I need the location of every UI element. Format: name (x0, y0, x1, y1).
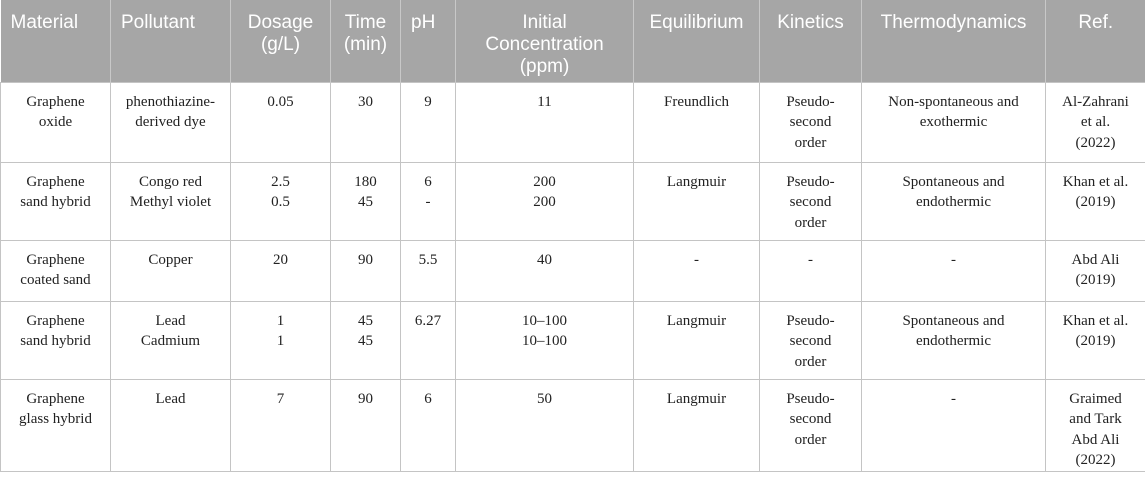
cell-thermodynamics: Non-spontaneous and exothermic (862, 82, 1046, 162)
header-time: Time (min) (331, 0, 401, 82)
cell-concentration: 11 (456, 82, 634, 162)
cell-pollutant: Lead Cadmium (111, 301, 231, 379)
cell-material: Graphene sand hybrid (1, 162, 111, 240)
cell-ph: 6 - (401, 162, 456, 240)
cell-thermodynamics: Spontaneous and endothermic (862, 162, 1046, 240)
cell-pollutant: phenothiazine- derived dye (111, 82, 231, 162)
cell-dosage: 7 (231, 379, 331, 471)
header-ref: Ref. (1046, 0, 1145, 82)
cell-ph: 9 (401, 82, 456, 162)
cell-kinetics: Pseudo- second order (760, 301, 862, 379)
cell-dosage: 2.5 0.5 (231, 162, 331, 240)
table-row (1, 301, 1145, 379)
cell-ref: Al-Zahrani et al. (2022) (1046, 82, 1145, 162)
cell-thermodynamics: - (862, 379, 1046, 471)
cell-equilibrium: - (634, 240, 760, 301)
header-pollutant: Pollutant (111, 0, 231, 82)
cell-equilibrium: Langmuir (634, 162, 760, 240)
cell-thermodynamics: Spontaneous and endothermic (862, 301, 1046, 379)
cell-ref: Graimed and Tark Abd Ali (2022) (1046, 379, 1145, 471)
cell-dosage: 20 (231, 240, 331, 301)
cell-material: Graphene coated sand (1, 240, 111, 301)
cell-thermodynamics: - (862, 240, 1046, 301)
cell-ref: Khan et al. (2019) (1046, 162, 1145, 240)
cell-dosage: 1 1 (231, 301, 331, 379)
cell-ph: 6 (401, 379, 456, 471)
cell-concentration: 10–100 10–100 (456, 301, 634, 379)
cell-concentration: 200 200 (456, 162, 634, 240)
cell-time: 45 45 (331, 301, 401, 379)
cell-concentration: 40 (456, 240, 634, 301)
cell-kinetics: Pseudo- second order (760, 379, 862, 471)
header-row (1, 0, 1145, 82)
cell-kinetics: Pseudo- second order (760, 82, 862, 162)
header-ph: pH (401, 0, 456, 82)
table-row (1, 379, 1145, 471)
cell-ref: Khan et al. (2019) (1046, 301, 1145, 379)
table-row (1, 82, 1145, 162)
cell-dosage: 0.05 (231, 82, 331, 162)
cell-concentration: 50 (456, 379, 634, 471)
cell-pollutant: Lead (111, 379, 231, 471)
cell-material: Graphene oxide (1, 82, 111, 162)
cell-time: 90 (331, 379, 401, 471)
header-initial-concentration: Initial Concentration (ppm) (456, 0, 634, 82)
cell-equilibrium: Langmuir (634, 301, 760, 379)
cell-kinetics: - (760, 240, 862, 301)
header-material: Material (1, 0, 111, 82)
cell-equilibrium: Langmuir (634, 379, 760, 471)
cell-ph: 5.5 (401, 240, 456, 301)
cell-material: Graphene sand hybrid (1, 301, 111, 379)
table-row (1, 162, 1145, 240)
cell-kinetics: Pseudo- second order (760, 162, 862, 240)
header-equilibrium: Equilibrium (634, 0, 760, 82)
cell-ph: 6.27 (401, 301, 456, 379)
header-kinetics: Kinetics (760, 0, 862, 82)
cell-pollutant: Congo red Methyl violet (111, 162, 231, 240)
cell-time: 90 (331, 240, 401, 301)
cell-time: 180 45 (331, 162, 401, 240)
header-thermodynamics: Thermodynamics (862, 0, 1046, 82)
header-dosage: Dosage (g/L) (231, 0, 331, 82)
cell-pollutant: Copper (111, 240, 231, 301)
cell-material: Graphene glass hybrid (1, 379, 111, 471)
cell-time: 30 (331, 82, 401, 162)
table-row (1, 240, 1145, 301)
cell-ref: Abd Ali (2019) (1046, 240, 1145, 301)
cell-equilibrium: Freundlich (634, 82, 760, 162)
